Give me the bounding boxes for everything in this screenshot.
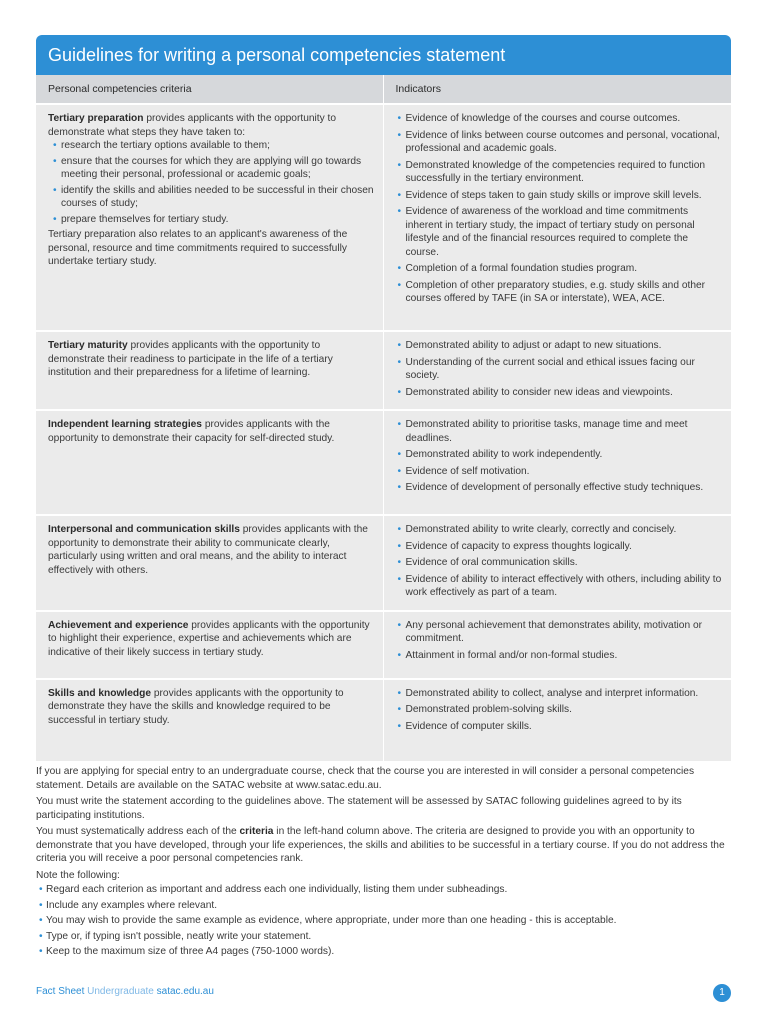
- list-item: • Demonstrated ability to consider new ideas and viewpoints.: [398, 386, 723, 400]
- criteria-column-header: Personal competencies criteria: [36, 75, 383, 104]
- list-item: • Evidence of links between course outcomes and personal, vocational, professional and academic goals.: [398, 129, 723, 156]
- table-row: [36, 611, 731, 679]
- criterion-sublist: [48, 139, 375, 226]
- indicators-list: [398, 339, 723, 399]
- indicators-list: [398, 619, 723, 663]
- indicators-cell: [383, 611, 731, 679]
- list-item: • Evidence of self motivation.: [398, 465, 723, 479]
- competencies-table: [36, 75, 732, 761]
- criteria-cell: [36, 611, 383, 679]
- list-item: • Type or, if typing isn't possible, neatly write your statement.: [36, 930, 731, 944]
- list-item: • research the tertiary options available to them;: [48, 139, 375, 153]
- criterion-text: provides applicants with the opportunity to demonstrate they have the skills and knowledge required to be successful in tertiary study.: [48, 687, 344, 726]
- criterion-text: Tertiary preparation also relates to an applicant's awareness of the personal, resource and time commitments required to successfully undertake tertiary study.: [48, 229, 348, 267]
- criterion-heading: Tertiary preparation: [48, 113, 144, 124]
- list-item: • Demonstrated ability to write clearly, correctly and concisely.: [398, 523, 723, 537]
- list-item: • prepare themselves for tertiary study.: [48, 213, 375, 227]
- criterion-text: provides applicants with the opportunity to highlight their experience, expertise and achievements which are indicative of their likely success in tertiary study.: [48, 619, 370, 658]
- footer-undergraduate: Undergraduate: [87, 986, 154, 997]
- criteria-cell: [36, 104, 383, 331]
- criterion-heading: Skills and knowledge: [48, 687, 152, 699]
- indicators-cell: [383, 410, 731, 515]
- footer: [36, 986, 214, 997]
- list-item: • Include any examples where relevant.: [36, 899, 731, 913]
- list-item: • Evidence of knowledge of the courses and course outcomes.: [398, 112, 723, 126]
- notes-section: [36, 765, 731, 961]
- indicators-list: [398, 418, 723, 495]
- list-item: • Demonstrated knowledge of the competencies required to function successfully in the tertiary environment.: [398, 159, 723, 186]
- list-item: • Evidence of oral communication skills.: [398, 556, 723, 570]
- indicators-cell: [383, 515, 731, 611]
- footer-site-link[interactable]: satac.edu.au: [156, 986, 214, 997]
- list-item: • Demonstrated ability to work independently.: [398, 448, 723, 462]
- list-item: • Demonstrated ability to collect, analyse and interpret information.: [398, 687, 723, 701]
- criteria-cell: [36, 410, 383, 515]
- table-row: [36, 331, 731, 410]
- list-item: • Any personal achievement that demonstrates ability, motivation or commitment.: [398, 619, 723, 646]
- notes-paragraph: You must write the statement according to the guidelines above. The statement will be assessed by SATAC following guidelines agreed to by its participating institutions.: [36, 796, 682, 821]
- criterion-heading: Achievement and experience: [48, 619, 189, 631]
- list-item: • Evidence of development of personally effective study techniques.: [398, 481, 723, 495]
- list-item: • Attainment in formal and/or non-formal studies.: [398, 649, 723, 663]
- list-item: • ensure that the courses for which they are applying will go towards meeting their personal, professional or academic goals;: [48, 155, 375, 182]
- list-item: • identify the skills and abilities needed to be successful in their chosen courses of study;: [48, 184, 375, 211]
- page-title: Guidelines for writing a personal competencies statement: [36, 35, 731, 75]
- criterion-text: provides applicants with the opportunity to demonstrate their ability to communicate clearly, particularly using written and oral means, and the ability to interact effectively with others.: [48, 524, 368, 576]
- criteria-cell: [36, 679, 383, 761]
- list-item: • Understanding of the current social and ethical issues facing our society.: [398, 356, 723, 383]
- indicators-list: [398, 687, 723, 734]
- list-item: • Keep to the maximum size of three A4 pages (750-1000 words).: [36, 945, 731, 959]
- table-row: [36, 104, 731, 331]
- guidelines-page: [36, 35, 731, 761]
- indicators-column-header: Indicators: [383, 75, 731, 104]
- criterion-heading: Independent learning strategies: [48, 419, 202, 430]
- table-header-row: [36, 75, 731, 104]
- criterion-text: provides applicants with the opportunity to demonstrate their readiness to participate in the life of a tertiary institution and their preparedness for a lifetime of learning.: [48, 340, 333, 378]
- criterion-text: provides applicants with the opportunity to demonstrate their capacity for self-directed study.: [48, 419, 335, 444]
- page-number-badge: 1: [713, 984, 731, 1002]
- indicators-cell: [383, 679, 731, 761]
- list-item: • Demonstrated ability to prioritise tasks, manage time and meet deadlines.: [398, 418, 723, 445]
- criterion-heading: Tertiary maturity: [48, 340, 128, 351]
- notes-paragraph: Note the following:: [36, 869, 120, 881]
- list-item: • Demonstrated problem-solving skills.: [398, 703, 723, 717]
- indicators-list: [398, 523, 723, 600]
- list-item: • Evidence of computer skills.: [398, 720, 723, 734]
- indicators-list: [398, 112, 723, 306]
- list-item: • Evidence of capacity to express thoughts logically.: [398, 540, 723, 554]
- notes-text: You must systematically address each of the: [36, 826, 240, 837]
- notes-list: [36, 883, 731, 959]
- table-row: [36, 515, 731, 611]
- indicators-cell: [383, 331, 731, 410]
- list-item: • Evidence of steps taken to gain study skills or improve skill levels.: [398, 189, 723, 203]
- notes-paragraph: If you are applying for special entry to an undergraduate course, check that the course you are interested in will consider a personal competencies statement. Details are available on the SATAC website at www.satac.edu.au.: [36, 766, 695, 791]
- table-row: [36, 679, 731, 761]
- list-item: • Demonstrated ability to adjust or adapt to new situations.: [398, 339, 723, 353]
- criterion-text: provides applicants with the opportunity to demonstrate what steps they have taken to:: [48, 113, 337, 138]
- list-item: • Evidence of ability to interact effectively with others, including ability to work effectively as part of a team.: [398, 573, 723, 600]
- criteria-cell: [36, 331, 383, 410]
- table-row: [36, 410, 731, 515]
- indicators-cell: [383, 104, 731, 331]
- criteria-cell: [36, 515, 383, 611]
- list-item: • Regard each criterion as important and address each one individually, listing them under subheadings.: [36, 883, 731, 897]
- notes-text: in the left-hand column above. The criteria are designed to provide you with an opportunity to demonstrate that you have developed, through your life experiences, the skills and abilities to be successful in a tertiary course. If you do not address the criteria you will receive a poor personal competencies rank.: [36, 826, 725, 864]
- list-item: • You may wish to provide the same example as evidence, where appropriate, under more than one heading - this is acceptable.: [36, 914, 731, 928]
- footer-fact-sheet: Fact Sheet: [36, 986, 85, 997]
- notes-paragraph: [36, 825, 731, 866]
- list-item: • Completion of a formal foundation studies program.: [398, 262, 723, 276]
- criterion-heading: Interpersonal and communication skills: [48, 524, 240, 535]
- list-item: • Completion of other preparatory studies, e.g. study skills and other courses offered by TAFE (in SA or interstate), WEA, ACE.: [398, 279, 723, 306]
- list-item: • Evidence of awareness of the workload and time commitments inherent in tertiary study, the impact of tertiary study on personal lifestyle and of the financial resources required to complete the course.: [398, 205, 723, 259]
- criteria-emphasis: criteria: [239, 826, 274, 837]
